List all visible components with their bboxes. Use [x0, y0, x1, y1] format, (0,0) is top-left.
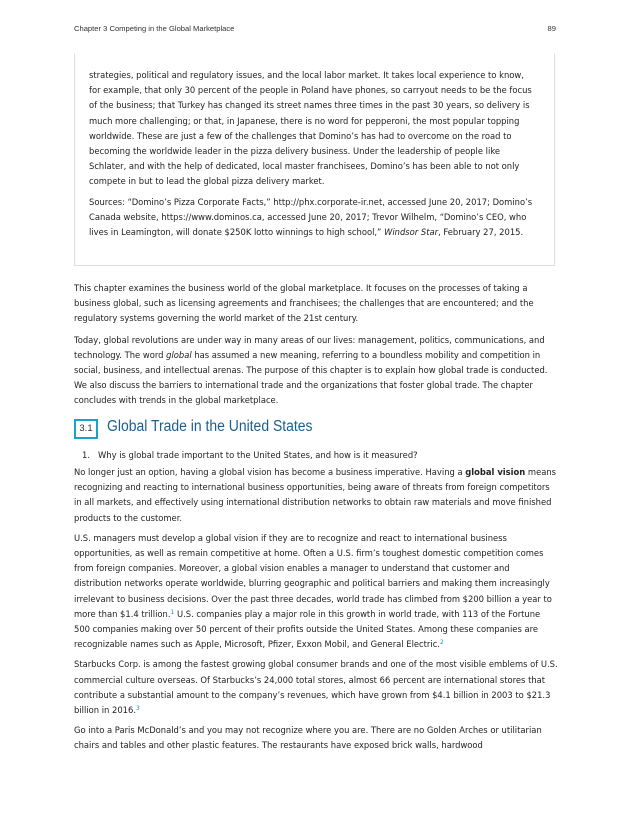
footnote-link[interactable]: 3 [136, 705, 140, 713]
learning-question [82, 448, 418, 463]
sources-end: , February 27, 2015. [438, 227, 524, 238]
sources-text: Sources: “Domino’s Pizza Corporate Facts,” http://phx.corporate-ir.net, accessed June 20, 2017; Domino’s Canada website, https://www.dominos.ca, accessed June 20, 2017; Trevor Wilhelm, “Domino’s CEO, who lives in Leamington, will donate $250K lotto winnings to high school,” [89, 196, 533, 238]
sources-publication: Windsor Star [384, 227, 439, 238]
section-title: Global Trade in the United States [107, 418, 313, 435]
chapter-intro [74, 281, 558, 415]
footnote-link[interactable]: 1 [170, 608, 175, 616]
intro-text: has assumed a new meaning, referring to a boundless mobility and competition in social, business, and intellectual arenas. The purpose of this chapter is to explain how global trade is conducted. We also discuss the barriers to international trade and the organizations that foster global trade. The chapter concludes with trends in the global marketplace. [74, 349, 548, 406]
intro-paragraph: This chapter examines the business world of the global marketplace. It focuses on the processes of taking a business global, such as licensing agreements and franchisees; the challenges that are encountered; and the regulatory systems governing the world market of the 21st century. [74, 283, 534, 324]
body-paragraph [74, 465, 558, 526]
section-number-badge: 3.1 [74, 419, 98, 439]
body-text: U.S. companies play a major role in this growth in world trade, with 113 of the Fortune 500 companies making over 50 percent of their profits outside the United States. Among these companies are recognizable names such as Apple, Microsoft, Pfizer, Exxon Mobil, and General Electric. [74, 608, 541, 650]
intro-text: Today, global revolutions are under way in many areas of our lives: management, politics, communications, and technology. The word [74, 334, 545, 360]
question-text: Why is global trade important to the United States, and how is it measured? [98, 450, 418, 460]
chapter-title: Chapter 3 Competing in the Global Marketplace [74, 24, 235, 33]
page-number: 89 [547, 24, 556, 33]
footnote-link[interactable]: 2 [439, 639, 444, 647]
question-number: 1. [82, 450, 90, 460]
body-paragraph [74, 531, 558, 653]
body-text: Starbucks Corp. is among the fastest growing global consumer brands and one of the most visible emblems of U.S. commercial culture overseas. Of Starbucks’s 24,000 total stores, almost 66 percent are international stores that contribute a substantial amount to the company’s revenues, which have grown from $4.1 billion in 2003 to $21.3 billion in 2016. [74, 659, 558, 716]
body-text: No longer just an option, having a global vision has become a business imperative. Having a [74, 467, 466, 477]
intro-term: global [166, 349, 192, 360]
section-body [74, 465, 558, 759]
feature-box [74, 54, 555, 266]
body-paragraph: Go into a Paris McDonald’s and you may not recognize where you are. There are no Golden Arches or utilitarian chairs and tables and other plastic features. The restaurants have exposed brick walls, hardwood [74, 725, 542, 751]
body-paragraph [74, 657, 558, 718]
body-text: U.S. managers must develop a global vision if they are to recognize and react to international business opportunities, as well as remain competitive at home. Often a U.S. firm’s toughest domestic competition comes from foreign companies. Moreover, a global vision enables a manager to understand that customer and distribution networks operate worldwide, blurring geographic and political barriers and making them increasingly irrelevant to business decisions. Over the past three decades, world trade has climbed from $200 billion a year to more than $1.4 trillion. [74, 532, 552, 619]
feature-box-sources [89, 195, 538, 241]
key-term: global vision [465, 467, 526, 477]
intro-paragraph [74, 333, 558, 409]
body-text: means recognizing and reacting to international business opportunities, being aware of threats from foreign competitors in all markets, and effectively using international distribution networks to obtain raw materials and move finished products to the customer. [74, 467, 557, 523]
feature-box-paragraph: strategies, political and regulatory issues, and the local labor market. It takes local experience to know, for example, that only 30 percent of the people in Poland have phones, so carryout needs to be the focus of the business; that Turkey has changed its street names three times in the past 30 years, so delivery is much more challenging; or that, in Japanese, there is no word for pepperoni, the most popular topping worldwide. These are just a few of the challenges that Domino’s has had to overcome on the road to becoming the worldwide leader in the pizza delivery business. Under the leadership of people like Schlater, and with the help of dedicated, local master franchisees, Domino’s has been able to not only compete in but to lead the global pizza delivery market. [89, 70, 532, 187]
